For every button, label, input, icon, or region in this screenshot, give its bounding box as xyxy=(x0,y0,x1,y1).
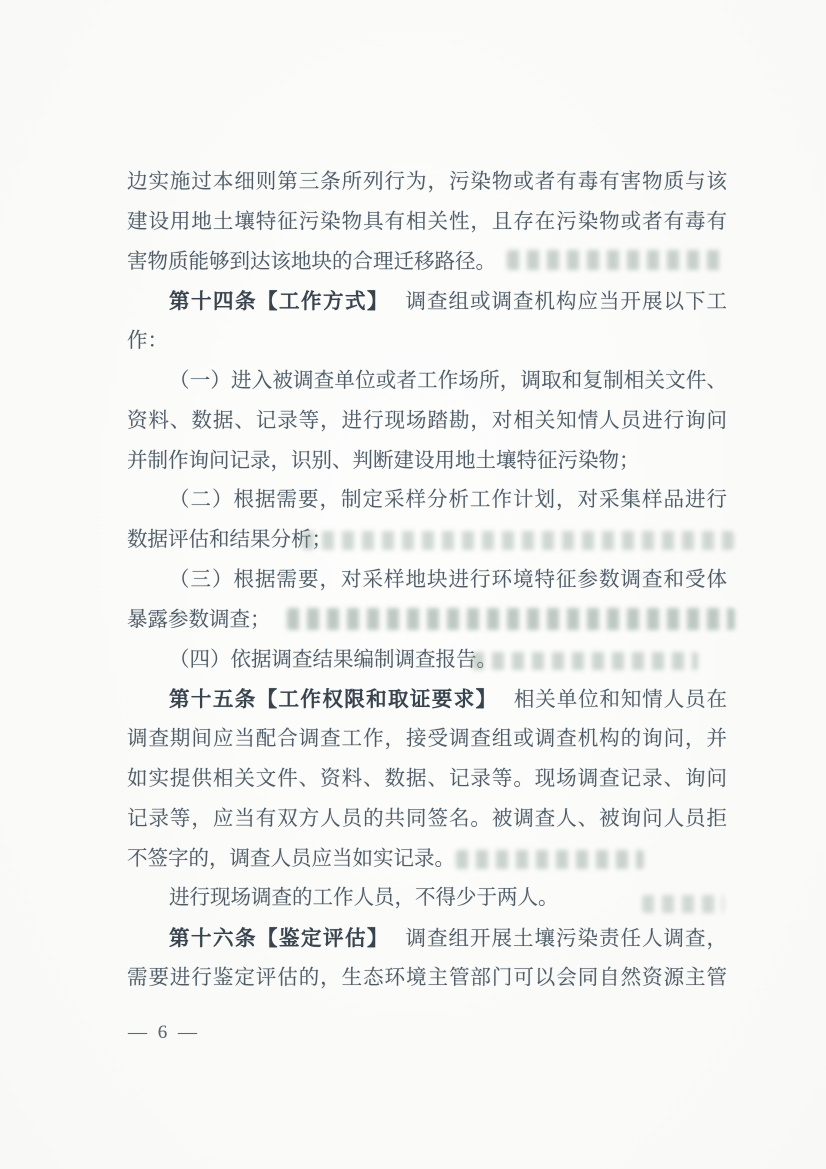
line-text: 调查期间应当配合调查工作，接受调查组或调查机构的询问，并 xyxy=(127,728,727,751)
bleed-through-artifact xyxy=(507,250,725,270)
document-line xyxy=(127,442,727,482)
document-lines xyxy=(127,163,727,999)
document-line xyxy=(127,402,727,442)
document-line xyxy=(127,362,727,402)
line-text: 建设用地土壤特征污染物具有相关性，且存在污染物或者有毒有 xyxy=(127,210,727,233)
bleed-through-artifact xyxy=(302,531,734,550)
document-line xyxy=(127,322,727,362)
line-text: 害物质能够到达该地块的合理迁移路径。 xyxy=(127,250,496,273)
article-heading: 第十五条【工作权限和取证要求】 xyxy=(169,688,498,712)
document-line xyxy=(127,959,727,999)
document-line xyxy=(127,879,727,919)
document-line xyxy=(127,203,727,243)
line-text: （三）根据需要，对采样地块进行环境特征参数调查和受体 xyxy=(169,568,727,591)
document-line xyxy=(127,481,727,521)
line-text: 调查组开展土壤污染责任人调查， xyxy=(405,928,728,951)
article-heading: 第十四条【工作方式】 xyxy=(169,290,390,314)
line-text: （一）进入被调查单位或者工作场所，调取和复制相关文件、 xyxy=(169,369,727,392)
document-line xyxy=(127,760,727,800)
document-line xyxy=(127,163,727,203)
line-text: 调查组或调查机构应当开展以下工 xyxy=(405,291,728,314)
document-line xyxy=(127,680,727,720)
line-text: 进行现场调查的工作人员，不得少于两人。 xyxy=(169,887,559,910)
document-line xyxy=(127,800,727,840)
line-text: 如实提供相关文件、资料、数据、记录等。现场调查记录、询问 xyxy=(127,767,727,790)
document-line xyxy=(127,720,727,760)
line-text: 需要进行鉴定评估的，生态环境主管部门可以会同自然资源主管 xyxy=(127,966,727,989)
line-text: （四）依据调查结果编制调查报告。 xyxy=(169,648,498,671)
bleed-through-artifact xyxy=(472,652,698,670)
line-text: 不签字的，调查人员应当如实记录。 xyxy=(127,847,455,870)
bleed-through-artifact xyxy=(642,895,724,913)
document-line xyxy=(127,282,727,322)
line-text: 作： xyxy=(127,330,168,353)
article-heading: 第十六条【鉴定评估】 xyxy=(169,927,390,951)
line-text: 数据评估和结果分析； xyxy=(127,529,332,552)
bleed-through-artifact xyxy=(456,850,644,869)
line-text: 相关单位和知情人员在 xyxy=(513,689,728,712)
document-line xyxy=(127,561,727,601)
line-text: 暴露参数调查； xyxy=(127,608,271,631)
document-line xyxy=(127,919,727,959)
line-text: 记录等，应当有双方人员的共同签名。被调查人、被询问人员拒 xyxy=(127,807,727,830)
line-text: 边实施过本细则第三条所列行为，污染物或者有毒有害物质与该 xyxy=(127,171,727,193)
line-text: 资料、数据、记录等，进行现场踏勘，对相关知情人员进行询问 xyxy=(127,409,727,432)
line-text: 并制作询问记录，识别、判断建设用地土壤特征污染物； xyxy=(127,449,640,472)
line-text: （二）根据需要，制定采样分析工作计划，对采集样品进行 xyxy=(169,489,727,512)
bleed-through-artifact xyxy=(287,608,735,630)
page-number: — 6 — xyxy=(128,1022,200,1043)
